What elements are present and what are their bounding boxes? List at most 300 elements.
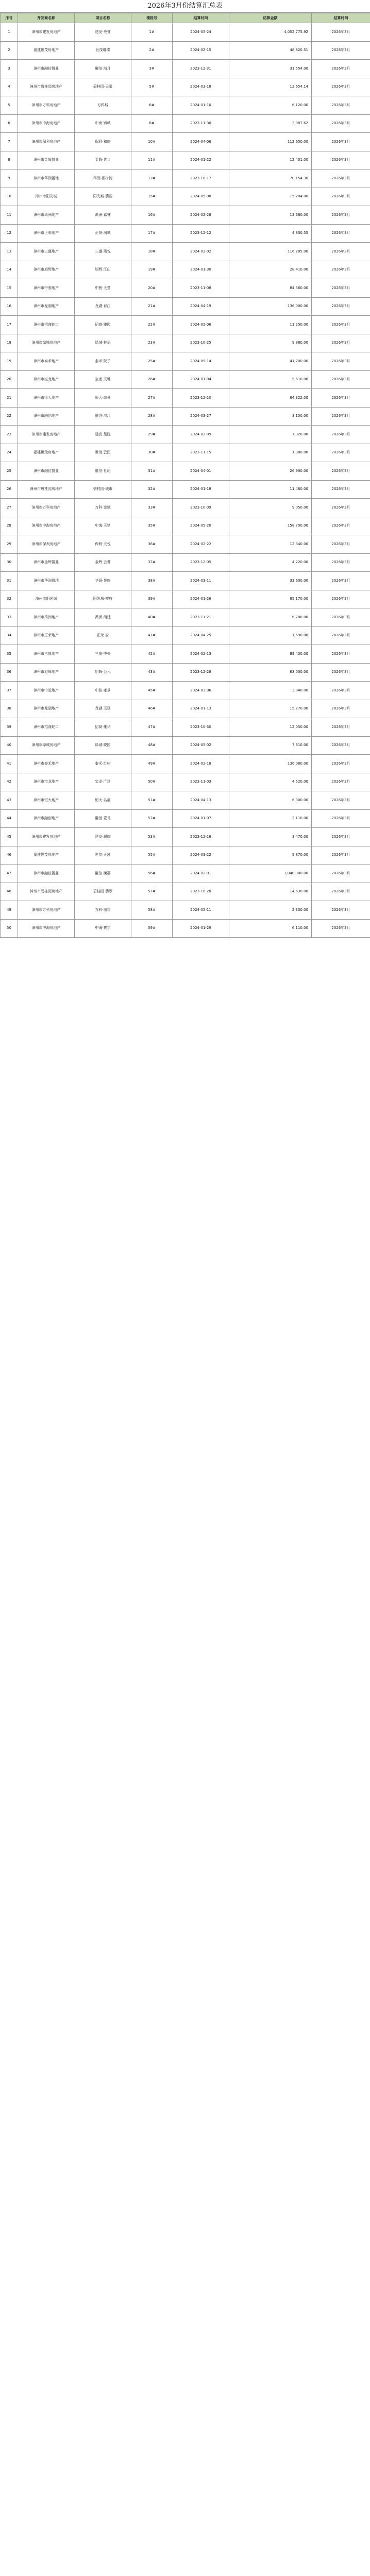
table-cell: 23#	[131, 334, 173, 352]
table-cell: 41,200.00	[229, 352, 312, 371]
table-cell: 2026年3月	[312, 809, 370, 828]
table-row	[1, 96, 370, 115]
table-cell: 2024-04-13	[173, 791, 229, 810]
table-cell: 63,000.00	[229, 663, 312, 682]
table-cell: 32#	[131, 480, 173, 499]
table-cell: 世茂璀璨	[75, 41, 131, 60]
table-cell: 2026年3月	[312, 224, 370, 243]
table-cell: 2026年3月	[312, 407, 370, 426]
table-cell: 宝龙·广场	[75, 773, 131, 791]
table-cell: 2024-02-13	[173, 645, 229, 664]
table-row	[1, 426, 370, 444]
table-cell: 2024-03-11	[173, 572, 229, 590]
table-cell: 4,220.00	[229, 553, 312, 572]
table-cell: 2024-01-10	[173, 96, 229, 115]
table-cell: 融信·世纪	[75, 462, 131, 481]
table-cell: 136,080.00	[229, 755, 312, 773]
table-cell: 22	[1, 407, 18, 426]
table-cell: 26,900.00	[229, 462, 312, 481]
table-cell: 25#	[131, 352, 173, 371]
table-cell: 4,830.55	[229, 224, 312, 243]
table-cell: 11	[1, 206, 18, 225]
table-cell: 碧桂园·天玺	[75, 78, 131, 96]
table-cell: 56#	[131, 865, 173, 883]
table-cell: 53#	[131, 828, 173, 846]
table-cell: 漳州市中骏地产	[18, 279, 75, 298]
table-cell: 41#	[131, 626, 173, 645]
table-cell: 8#	[131, 114, 173, 133]
table-cell: 华润·橡树湾	[75, 170, 131, 188]
table-cell: 2023-12-28	[173, 663, 229, 682]
table-cell: 2023-12-05	[173, 553, 229, 572]
table-row	[1, 499, 370, 517]
table-cell: 64,322.00	[229, 389, 312, 408]
table-cell: 2026年3月	[312, 755, 370, 773]
table-cell: 漳州市泰禾地产	[18, 755, 75, 773]
table-cell: 2023-11-08	[173, 279, 229, 298]
table-cell: 9	[1, 170, 18, 188]
table-cell: 阳光城·檀府	[75, 590, 131, 608]
table-cell: 22#	[131, 316, 173, 334]
table-cell: 2024-02-15	[173, 41, 229, 60]
table-cell: 12,654.14	[229, 78, 312, 96]
column-header: 项目名称	[75, 13, 131, 23]
table-cell: 2024-01-13	[173, 700, 229, 718]
table-cell: 2026年3月	[312, 791, 370, 810]
table-cell: 18#	[131, 243, 173, 261]
table-cell: 漳州市碧桂园房地产	[18, 480, 75, 499]
table-cell: 2026年3月	[312, 188, 370, 206]
table-row	[1, 645, 370, 664]
table-cell: 漳州市碧桂园房地产	[18, 883, 75, 901]
table-cell: 55#	[131, 846, 173, 865]
table-cell: 1#	[131, 23, 173, 42]
table-cell: 绿城·桂语	[75, 334, 131, 352]
table-cell: 2024-01-04	[173, 370, 229, 389]
table-row	[1, 572, 370, 590]
table-cell: 2023-10-30	[173, 718, 229, 737]
table-cell: 建发·央誉	[75, 23, 131, 42]
table-cell: 23	[1, 426, 18, 444]
table-cell: 2026年3月	[312, 389, 370, 408]
table-cell: 2026年3月	[312, 133, 370, 151]
table-cell: 16	[1, 297, 18, 316]
table-cell: 2026年3月	[312, 243, 370, 261]
table-row	[1, 224, 370, 243]
table-cell: 2026年3月	[312, 352, 370, 371]
table-cell: 9,880.00	[229, 334, 312, 352]
table-cell: 116,285.00	[229, 243, 312, 261]
table-row	[1, 407, 370, 426]
table-cell: 6,110.00	[229, 919, 312, 938]
table-cell: 漳州市中海房地产	[18, 114, 75, 133]
table-cell: 2026年3月	[312, 626, 370, 645]
table-cell: 2023-10-09	[173, 499, 229, 517]
table-cell: 2026年3月	[312, 316, 370, 334]
table-cell: 51#	[131, 791, 173, 810]
table-cell: 2026年3月	[312, 78, 370, 96]
table-cell: 2024-04-19	[173, 297, 229, 316]
table-cell: 金辉·云著	[75, 553, 131, 572]
table-cell: 2024-03-22	[173, 846, 229, 865]
table-cell: 27	[1, 499, 18, 517]
table-row	[1, 626, 370, 645]
table-cell: 万科城	[75, 96, 131, 115]
table-cell: 2024-05-02	[173, 736, 229, 755]
table-cell: 福建世茂房地产	[18, 41, 75, 60]
table-cell: 漳州市三盛地产	[18, 243, 75, 261]
table-row	[1, 188, 370, 206]
table-cell: 2026年3月	[312, 96, 370, 115]
table-cell: 漳州市中海房地产	[18, 517, 75, 535]
table-cell: 漳州市金辉置业	[18, 553, 75, 572]
table-row	[1, 736, 370, 755]
table-cell: 2026年3月	[312, 261, 370, 279]
table-cell: 旭辉·公元	[75, 663, 131, 682]
table-cell: 世茂·天境	[75, 846, 131, 865]
table-row	[1, 865, 370, 883]
table-cell: 保利·和府	[75, 133, 131, 151]
table-row	[1, 444, 370, 462]
table-cell: 2026年3月	[312, 480, 370, 499]
table-cell: 1,040,300.00	[229, 865, 312, 883]
table-cell: 2024-01-22	[173, 151, 229, 170]
table-cell: 2023-10-25	[173, 334, 229, 352]
table-cell: 漳州市融创地产	[18, 809, 75, 828]
table-cell: 46#	[131, 700, 173, 718]
table-cell: 13	[1, 243, 18, 261]
table-cell: 融信·海月	[75, 60, 131, 78]
table-cell: 漳州市招商蛇口	[18, 718, 75, 737]
table-row	[1, 773, 370, 791]
table-row	[1, 41, 370, 60]
table-cell: 2024-01-30	[173, 261, 229, 279]
table-cell: 43	[1, 791, 18, 810]
table-cell: 漳州市绿城房地产	[18, 334, 75, 352]
table-cell: 2026年3月	[312, 572, 370, 590]
table-cell: 49	[1, 901, 18, 920]
table-cell: 2026年3月	[312, 170, 370, 188]
table-cell: 2023-10-17	[173, 170, 229, 188]
table-cell: 31	[1, 572, 18, 590]
table-cell: 福建世茂房地产	[18, 846, 75, 865]
table-cell: 漳州市宝龙地产	[18, 370, 75, 389]
table-cell: 5	[1, 96, 18, 115]
table-cell: 漳州市万科房地产	[18, 499, 75, 517]
table-cell: 恒大·名都	[75, 791, 131, 810]
table-cell: 漳州市正荣地产	[18, 224, 75, 243]
table-cell: 40#	[131, 608, 173, 627]
table-cell: 漳州市融信置业	[18, 60, 75, 78]
table-cell: 漳州市泰禾地产	[18, 352, 75, 371]
table-cell: 3	[1, 60, 18, 78]
table-cell: 84,560.00	[229, 279, 312, 298]
table-cell: 2024-04-01	[173, 462, 229, 481]
table-cell: 万科·城市	[75, 901, 131, 920]
column-header: 结算时间	[173, 13, 229, 23]
table-row	[1, 517, 370, 535]
table-row	[1, 809, 370, 828]
table-cell: 漳州市旭辉地产	[18, 663, 75, 682]
table-cell: 58#	[131, 901, 173, 920]
table-cell: 漳州市保利房地产	[18, 133, 75, 151]
table-cell: 31#	[131, 462, 173, 481]
sheet-title: 2026年3月份结算汇总表	[0, 0, 370, 13]
table-cell: 2023-11-30	[173, 114, 229, 133]
table-cell: 中海·锦城	[75, 114, 131, 133]
table-cell: 漳州市阳光城	[18, 590, 75, 608]
table-row	[1, 261, 370, 279]
table-row	[1, 334, 370, 352]
table-cell: 7,610.00	[229, 736, 312, 755]
table-row	[1, 279, 370, 298]
table-cell: 6	[1, 114, 18, 133]
table-cell: 36#	[131, 535, 173, 554]
table-cell: 2026年3月	[312, 60, 370, 78]
table-row	[1, 60, 370, 78]
table-cell: 21#	[131, 297, 173, 316]
table-cell: 阳光城·翡丽	[75, 188, 131, 206]
table-cell: 158,700.00	[229, 517, 312, 535]
table-cell: 漳州市中海房地产	[18, 919, 75, 938]
table-row	[1, 883, 370, 901]
table-row	[1, 901, 370, 920]
table-cell: 2024-01-07	[173, 809, 229, 828]
table-cell: 2026年3月	[312, 517, 370, 535]
table-cell: 50#	[131, 773, 173, 791]
table-cell: 漳州市华润置地	[18, 572, 75, 590]
table-cell: 漳州市禹洲地产	[18, 206, 75, 225]
table-cell: 漳州市宝龙地产	[18, 773, 75, 791]
table-cell: 中海·寰宇	[75, 919, 131, 938]
table-row	[1, 243, 370, 261]
table-cell: 漳州市旭辉地产	[18, 261, 75, 279]
table-cell: 融创·壹号	[75, 809, 131, 828]
table-cell: 2026年3月	[312, 828, 370, 846]
table-cell: 11,460.00	[229, 480, 312, 499]
settlement-table	[0, 13, 370, 938]
table-cell: 2024-02-06	[173, 316, 229, 334]
table-cell: 2024-01-26	[173, 590, 229, 608]
table-cell: 24	[1, 444, 18, 462]
table-row	[1, 480, 370, 499]
table-cell: 2026年3月	[312, 846, 370, 865]
table-cell: 15,204.00	[229, 188, 312, 206]
table-cell: 10	[1, 188, 18, 206]
column-header: 结算金额	[229, 13, 312, 23]
table-cell: 52#	[131, 809, 173, 828]
table-cell: 漳州市三盛地产	[18, 645, 75, 664]
table-cell: 44	[1, 809, 18, 828]
table-row	[1, 919, 370, 938]
table-cell: 6#	[131, 96, 173, 115]
table-cell: 49#	[131, 755, 173, 773]
table-cell: 30	[1, 553, 18, 572]
table-cell: 20#	[131, 279, 173, 298]
table-cell: 15	[1, 279, 18, 298]
table-cell: 漳州市融信置业	[18, 462, 75, 481]
table-cell: 35#	[131, 517, 173, 535]
table-cell: 2026年3月	[312, 700, 370, 718]
table-cell: 漳州市正荣地产	[18, 626, 75, 645]
table-cell: 碧桂园·城市	[75, 480, 131, 499]
table-row	[1, 828, 370, 846]
table-cell: 48	[1, 883, 18, 901]
table-cell: 12,050.00	[229, 718, 312, 737]
column-header: 结算时间	[312, 13, 370, 23]
table-row	[1, 553, 370, 572]
table-cell: 9,050.00	[229, 499, 312, 517]
table-cell: 漳州市恒大地产	[18, 791, 75, 810]
table-cell: 2024-05-08	[173, 188, 229, 206]
table-cell: 2026年3月	[312, 426, 370, 444]
table-row	[1, 114, 370, 133]
table-row	[1, 608, 370, 627]
table-cell: 14,630.00	[229, 883, 312, 901]
table-cell: 泰禾·院子	[75, 352, 131, 371]
table-cell: 85,170.00	[229, 590, 312, 608]
table-cell: 2026年3月	[312, 901, 370, 920]
table-cell: 2026年3月	[312, 645, 370, 664]
table-cell: 33,600.00	[229, 572, 312, 590]
table-cell: 5#	[131, 78, 173, 96]
table-cell: 2023-10-20	[173, 883, 229, 901]
table-cell: 旭辉·江山	[75, 261, 131, 279]
table-cell: 28#	[131, 407, 173, 426]
table-cell: 12,340.00	[229, 535, 312, 554]
table-cell: 漳州市融信置业	[18, 865, 75, 883]
table-cell: 50	[1, 919, 18, 938]
table-cell: 8	[1, 151, 18, 170]
table-cell: 19#	[131, 261, 173, 279]
table-cell: 2026年3月	[312, 444, 370, 462]
table-cell: 6,300.00	[229, 791, 312, 810]
table-cell: 21	[1, 389, 18, 408]
table-cell: 33#	[131, 499, 173, 517]
table-cell: 2026年3月	[312, 206, 370, 225]
table-cell: 2024-05-20	[173, 517, 229, 535]
table-cell: 6,780.00	[229, 608, 312, 627]
table-row	[1, 206, 370, 225]
table-cell: 2026年3月	[312, 370, 370, 389]
table-cell: 47	[1, 865, 18, 883]
table-row	[1, 682, 370, 700]
table-cell: 2024-02-09	[173, 426, 229, 444]
table-cell: 89,400.00	[229, 645, 312, 664]
table-cell: 招商·臻园	[75, 316, 131, 334]
table-cell: 2024-03-06	[173, 682, 229, 700]
table-row	[1, 755, 370, 773]
table-cell: 2026年3月	[312, 773, 370, 791]
table-cell: 14	[1, 261, 18, 279]
table-cell: 2026年3月	[312, 279, 370, 298]
table-cell: 龙湖·春江	[75, 297, 131, 316]
table-cell: 45	[1, 828, 18, 846]
table-cell: 漳州市万科房地产	[18, 901, 75, 920]
table-cell: 42#	[131, 645, 173, 664]
table-cell: 2026年3月	[312, 334, 370, 352]
table-cell: 12	[1, 224, 18, 243]
table-cell: 28	[1, 517, 18, 535]
table-cell: 2024-01-18	[173, 480, 229, 499]
table-cell: 11,250.00	[229, 316, 312, 334]
table-cell: 38#	[131, 572, 173, 590]
table-cell: 正荣·府	[75, 626, 131, 645]
table-cell: 2026年3月	[312, 553, 370, 572]
table-cell: 59#	[131, 919, 173, 938]
table-cell: 30#	[131, 444, 173, 462]
table-cell: 2	[1, 41, 18, 60]
table-cell: 10#	[131, 133, 173, 151]
table-cell: 57#	[131, 883, 173, 901]
table-cell: 46	[1, 846, 18, 865]
table-row	[1, 718, 370, 737]
table-cell: 漳州市万科房地产	[18, 96, 75, 115]
table-cell: 28,410.00	[229, 261, 312, 279]
table-row	[1, 170, 370, 188]
table-cell: 32	[1, 590, 18, 608]
table-cell: 1,590.00	[229, 626, 312, 645]
table-row	[1, 78, 370, 96]
table-cell: 三盛·璞悦	[75, 243, 131, 261]
table-cell: 18	[1, 334, 18, 352]
table-row	[1, 370, 370, 389]
table-row	[1, 297, 370, 316]
table-row	[1, 590, 370, 608]
table-cell: 2026年3月	[312, 736, 370, 755]
table-cell: 19	[1, 352, 18, 371]
table-cell: 6,120.00	[229, 96, 312, 115]
table-cell: 福建世茂房地产	[18, 444, 75, 462]
table-cell: 26	[1, 480, 18, 499]
table-cell: 27#	[131, 389, 173, 408]
table-cell: 漳州市保利房地产	[18, 535, 75, 554]
table-cell: 2024-05-11	[173, 901, 229, 920]
table-cell: 融信·澜郡	[75, 865, 131, 883]
table-cell: 泰禾·红树	[75, 755, 131, 773]
table-cell: 建发·玺院	[75, 426, 131, 444]
table-cell: 2,110.00	[229, 809, 312, 828]
table-cell: 2026年3月	[312, 919, 370, 938]
table-cell: 17	[1, 316, 18, 334]
table-row	[1, 700, 370, 718]
table-cell: 2023-11-15	[173, 444, 229, 462]
table-cell: 48,820.51	[229, 41, 312, 60]
table-cell: 2023-12-31	[173, 60, 229, 78]
table-cell: 3,470.00	[229, 828, 312, 846]
table-cell: 2024-05-24	[173, 23, 229, 42]
table-cell: 漳州市建发房地产	[18, 426, 75, 444]
table-cell: 2026年3月	[312, 41, 370, 60]
table-cell: 7,320.00	[229, 426, 312, 444]
table-row	[1, 23, 370, 42]
table-cell: 世茂·云图	[75, 444, 131, 462]
table-cell: 2026年3月	[312, 608, 370, 627]
table-cell: 2024-02-01	[173, 865, 229, 883]
table-cell: 26#	[131, 370, 173, 389]
table-cell: 2026年3月	[312, 883, 370, 901]
table-cell: 漳州市华润置地	[18, 170, 75, 188]
table-cell: 38	[1, 700, 18, 718]
table-cell: 4,520.00	[229, 773, 312, 791]
table-cell: 2026年3月	[312, 682, 370, 700]
table-cell: 1	[1, 23, 18, 42]
table-cell: 37	[1, 682, 18, 700]
table-cell: 2024-02-18	[173, 755, 229, 773]
column-header: 开发商名称	[18, 13, 75, 23]
table-cell: 2024-02-28	[173, 206, 229, 225]
table-cell: 2023-12-12	[173, 224, 229, 243]
